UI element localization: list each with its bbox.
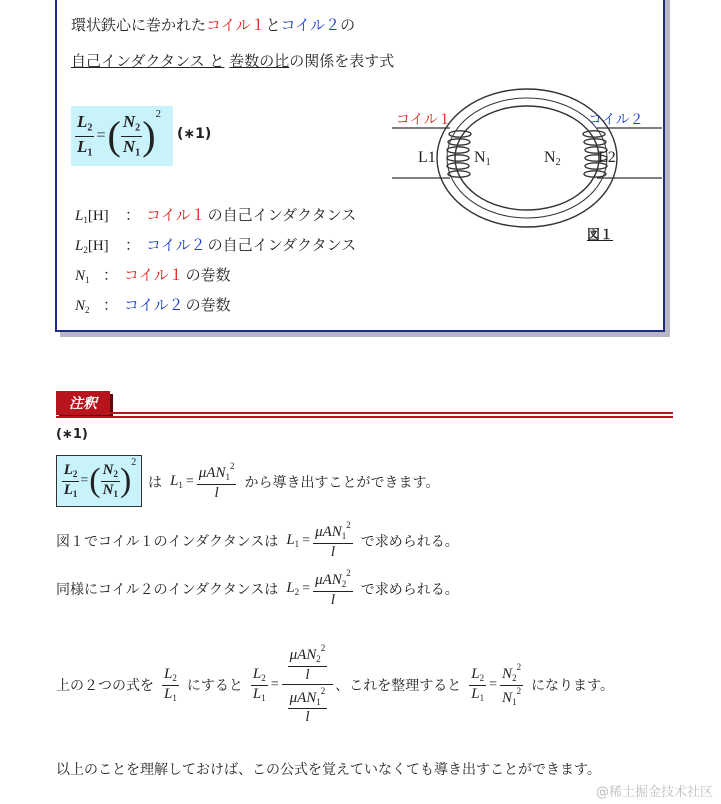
note-row-4: 上の２つの式を $\frac{L_2}{L_1}$ にすると $\frac{L_2}{L_1}$ = $\frac{\frac{\mu AN_2^2}{l}}{\frac{\mu AN_1^2}{l}}$ 、これを整理すると $\frac{L_2}{L_1}$ = $\frac{N_2^2}{N_1^2}$ になります。 <box>56 643 614 726</box>
paren: ( <box>107 113 121 158</box>
text: と <box>265 16 281 34</box>
main-formula <box>71 106 173 166</box>
exponent: 2 <box>155 108 162 120</box>
heading-line-2 <box>71 50 394 71</box>
equals: = <box>96 127 106 144</box>
footnote-marker: (∗1) <box>56 427 88 442</box>
notes-tab: 注釈 <box>56 391 110 415</box>
definition-n2: $N_2$ ： コイル２ の巻数 <box>75 296 231 316</box>
note-row-3: 同様にコイル２のインダクタンスは $L_2$ = $\frac{\mu AN_2^2}{l}$ で求められる。 <box>56 568 459 608</box>
underlined-text: 自己インダクタンス と <box>71 52 225 70</box>
notes-rule <box>56 416 673 418</box>
text: の <box>340 16 356 34</box>
fraction-l2-l1: $\frac{L_2}{L_1}$ <box>77 112 93 159</box>
note-row-2: 図１でコイル１のインダクタンスは $L_1$ = $\frac{\mu AN_1^2}{l}$ で求められる。 <box>56 520 459 560</box>
definition-l2: $L_2[H]$ ： コイル２ の自己インダクタンス <box>75 236 357 256</box>
paren: ) <box>142 113 156 158</box>
l2-label: L2 <box>598 149 616 166</box>
underlined-text: 巻数の比 <box>229 52 290 70</box>
l1-label: L1 <box>418 149 436 166</box>
definition-l1: $L_1[H]$ ： コイル１ の自己インダクタンス <box>75 206 357 226</box>
coil2-label: コイル２ <box>588 112 644 128</box>
boxed-formula: $\frac{L_2}{L_1}$ = ( $\frac{N_2}{N_1}$ ) 2 <box>56 455 142 507</box>
coil1-text: コイル１ <box>206 16 266 34</box>
note-row-5: 以上のことを理解しておけば、この公式を覚えていなくても導き出すことができます。 <box>56 762 601 778</box>
watermark: @稀土掘金技术社区 <box>595 785 713 800</box>
notes-rule <box>110 412 673 414</box>
coil2-text: コイル２ <box>280 16 341 34</box>
footnote-marker: (∗1) <box>177 126 212 142</box>
toroid-figure <box>392 82 662 232</box>
text: の関係を表す式 <box>289 52 395 70</box>
definition-n1: $N_1$ ： コイル１ の巻数 <box>75 266 231 286</box>
coil1-label: コイル１ <box>396 112 452 128</box>
fraction-n2-n1: $\frac{N_2}{N_1}$ <box>122 112 141 159</box>
figure-caption: 図１ <box>587 228 614 243</box>
note-row-1: は $L_1$ = $\frac{\mu AN_1^2}{l}$ から導き出すことができます。 <box>148 461 440 501</box>
n1-label: N1 <box>474 149 491 168</box>
text: 環状鉄心に巻かれた <box>71 16 207 34</box>
heading-line-1 <box>71 14 355 35</box>
n2-label: N2 <box>544 149 561 168</box>
